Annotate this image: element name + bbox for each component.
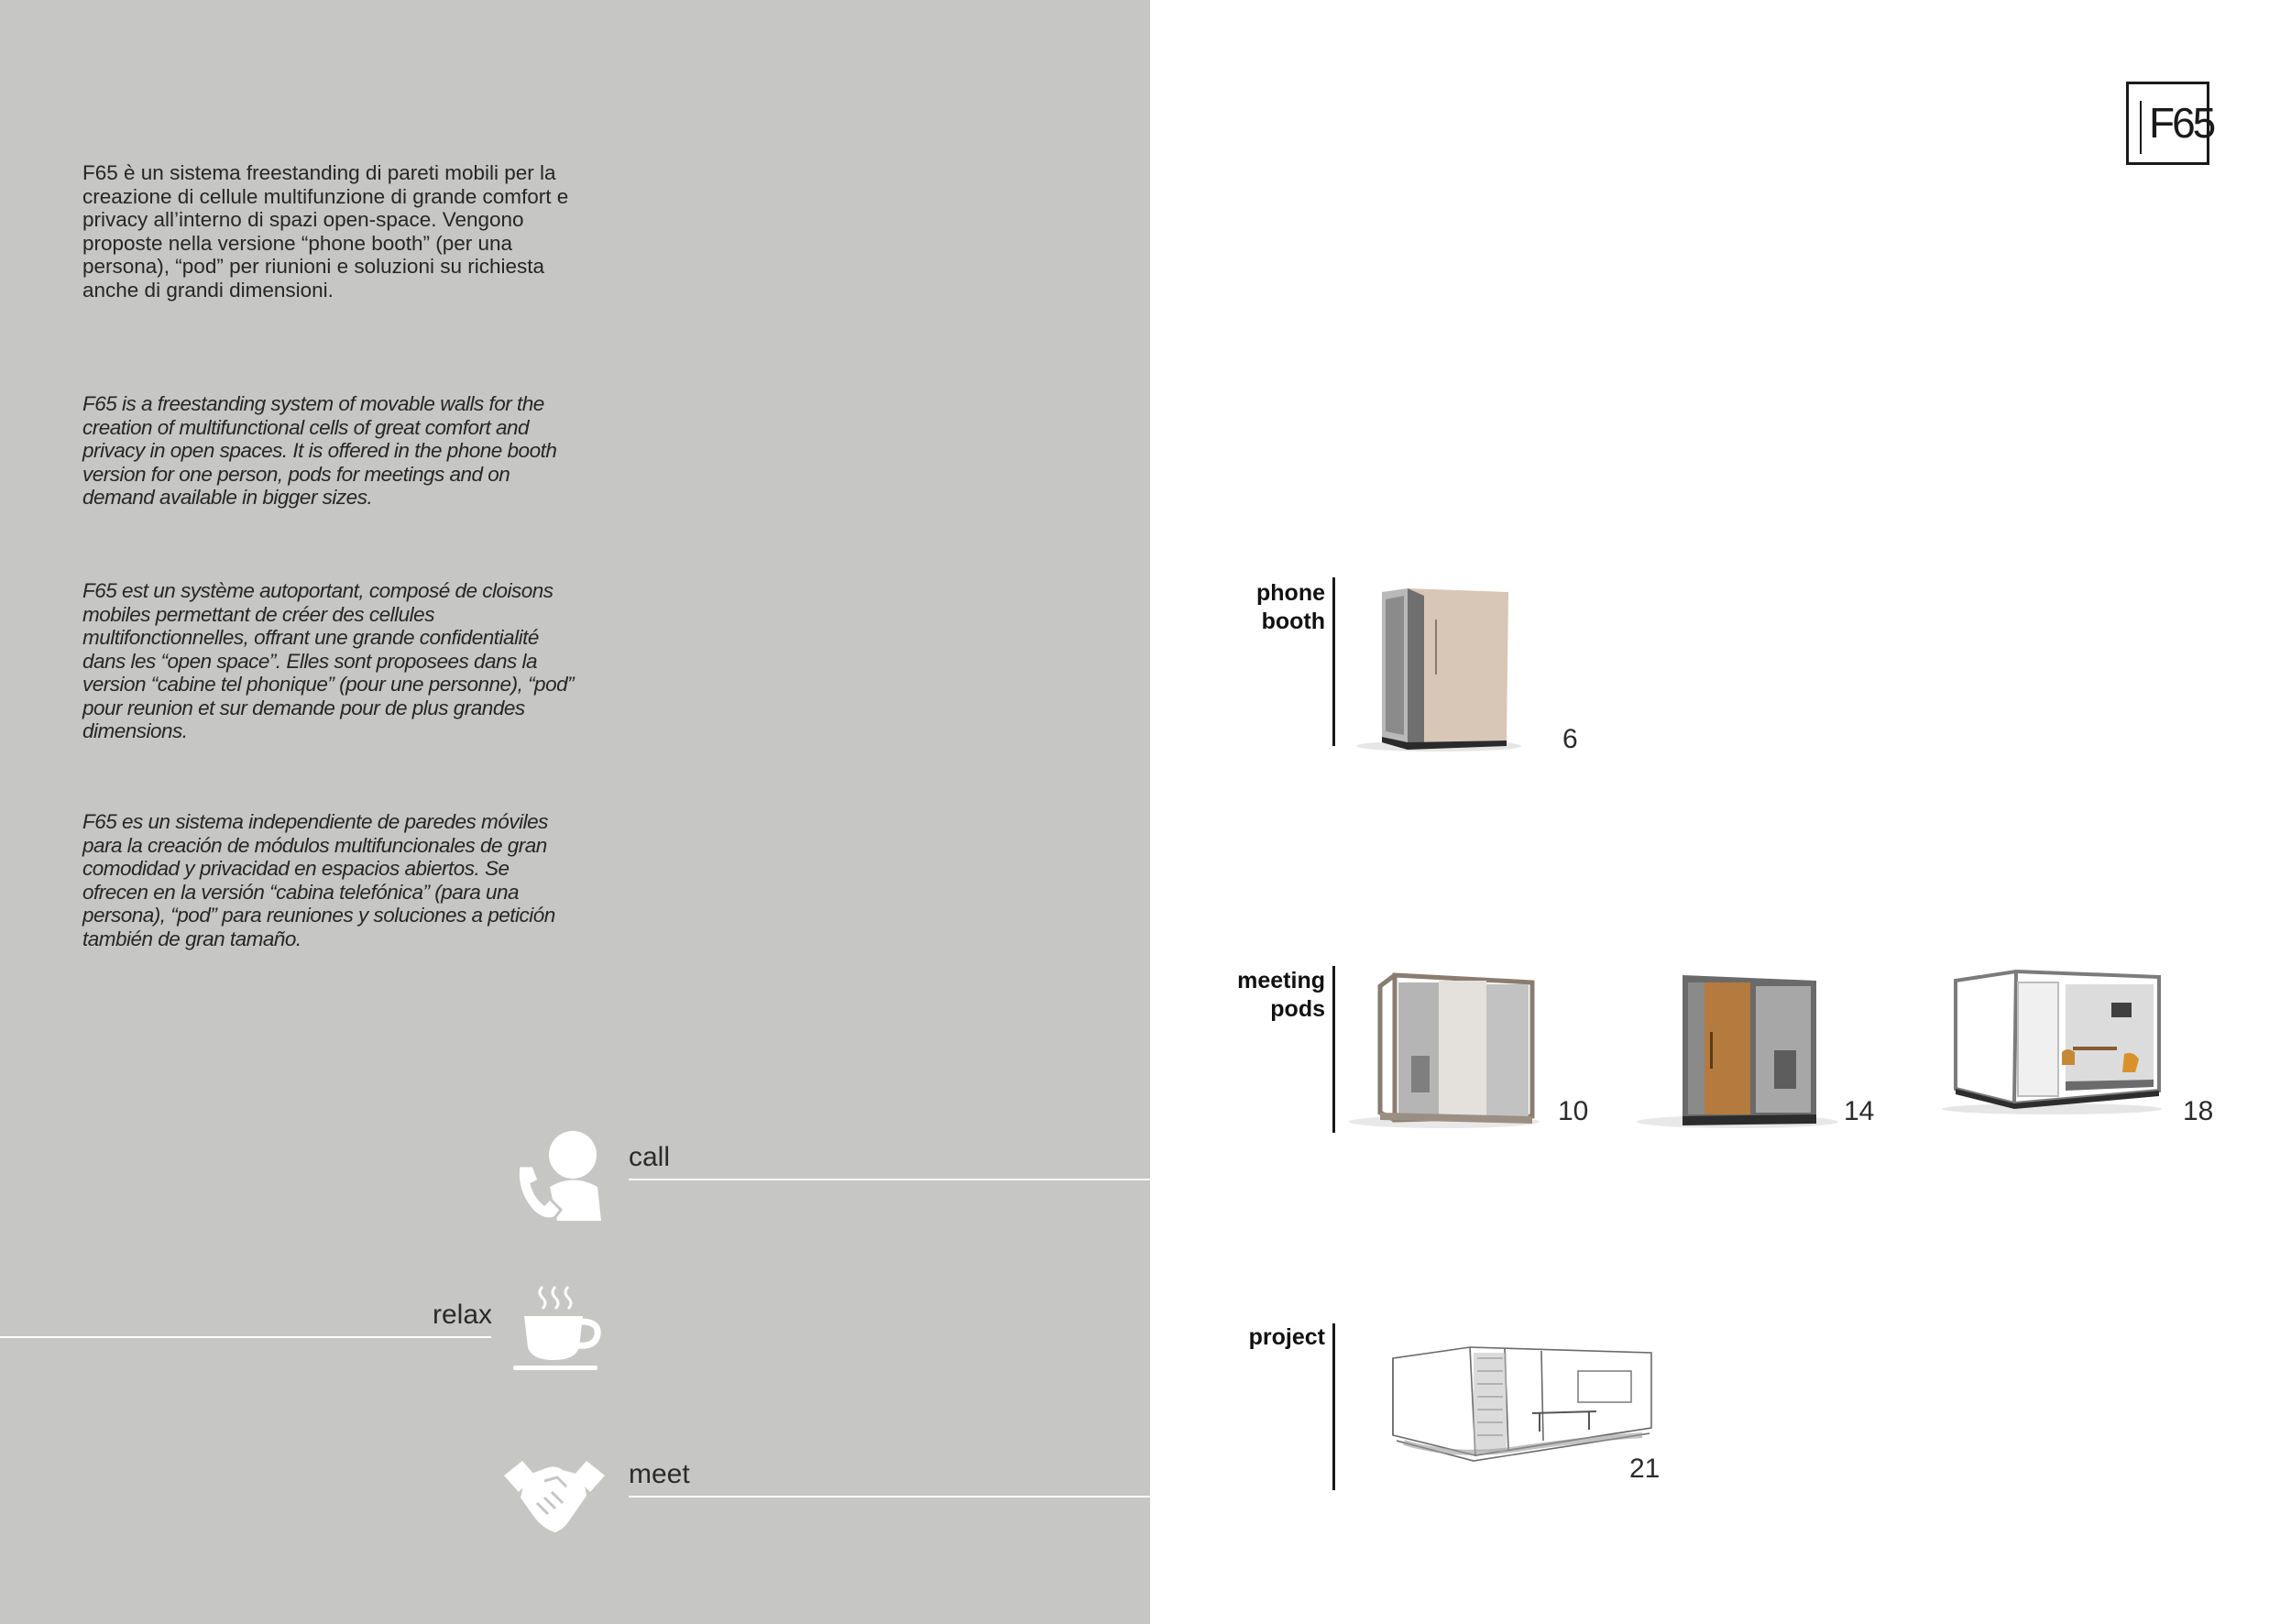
phone-booth-vline [1332,577,1335,746]
meeting-pods-line1: meeting [1237,968,1325,993]
project-vline [1332,1323,1335,1490]
description-spanish: F65 es un sistema independiente de paredes móviles para la creación de módulos multifuncionales de gran comodidad y privacidad en espacios abiertos. Se ofrecen en la versión “cabina telefónica” (para una persona), “pod” para reuniones y soluciones a petición también de gran tamaño. [82,810,555,950]
meeting-pod-18-image [1937,966,2166,1122]
handshake-icon [502,1455,607,1536]
meet-divider [629,1496,1150,1498]
relax-divider [0,1336,491,1338]
activity-meet-label: meet [629,1459,690,1489]
meeting-pod-page-14: 14 [1844,1096,1875,1126]
description-italian: F65 è un sistema freestanding di pareti mobili per la creazione di cellule multifunzione di grande comfort e privacy all’interno di spazi open-space. Vengono proposte nella versione “phone booth” (per una persona), “pod” per riunioni e soluzioni su richiesta anche di grandi dimensioni. [82,161,569,302]
phone-booth-line1: phone [1256,580,1325,606]
meeting-pod-10-image [1343,968,1545,1133]
meeting-pod-page-18: 18 [2183,1096,2214,1126]
phone-booth-line2: booth [1261,609,1325,634]
description-french: F65 est un système autoportant, composé de cloisons mobiles permettant de créer des cellules multifonctionnelles, offrant une grande confidentialité dans les “open space”. Elles sont proposees dans la version “cabine tel phonique” (pour une personne), “pod” pour reunion et sur demande pour de plus grandes dimensions. [82,579,575,742]
logo-bar [2140,101,2142,154]
project-page-21: 21 [1629,1454,1661,1484]
phone-user-icon [513,1127,605,1223]
category-project-label [1151,1323,1325,1352]
meeting-pod-14-image [1628,968,1838,1133]
activity-call-label: call [629,1142,671,1172]
category-meeting-pods-label [1151,967,1325,1024]
meeting-pod-page-10: 10 [1558,1096,1589,1126]
category-phone-booth-label [1151,579,1325,636]
phone-booth-page-6: 6 [1562,724,1578,754]
logo-text: F65 [2149,99,2214,147]
meeting-pods-vline [1332,966,1335,1133]
meeting-pods-line2: pods [1270,996,1325,1022]
project-sketch-image [1386,1340,1657,1477]
project-line1: project [1248,1324,1325,1350]
description-english: F65 is a freestanding system of movable walls for the creation of multifunctional cells of great comfort and privacy in open spaces. It is offered in the phone booth version for one person, pods for meetings and on demand available in bigger sizes. [82,392,557,509]
f65-logo [2126,82,2214,165]
call-divider [629,1179,1150,1180]
phone-booth-image [1347,583,1530,757]
activity-relax-label: relax [433,1300,493,1330]
coffee-cup-icon [511,1283,603,1375]
